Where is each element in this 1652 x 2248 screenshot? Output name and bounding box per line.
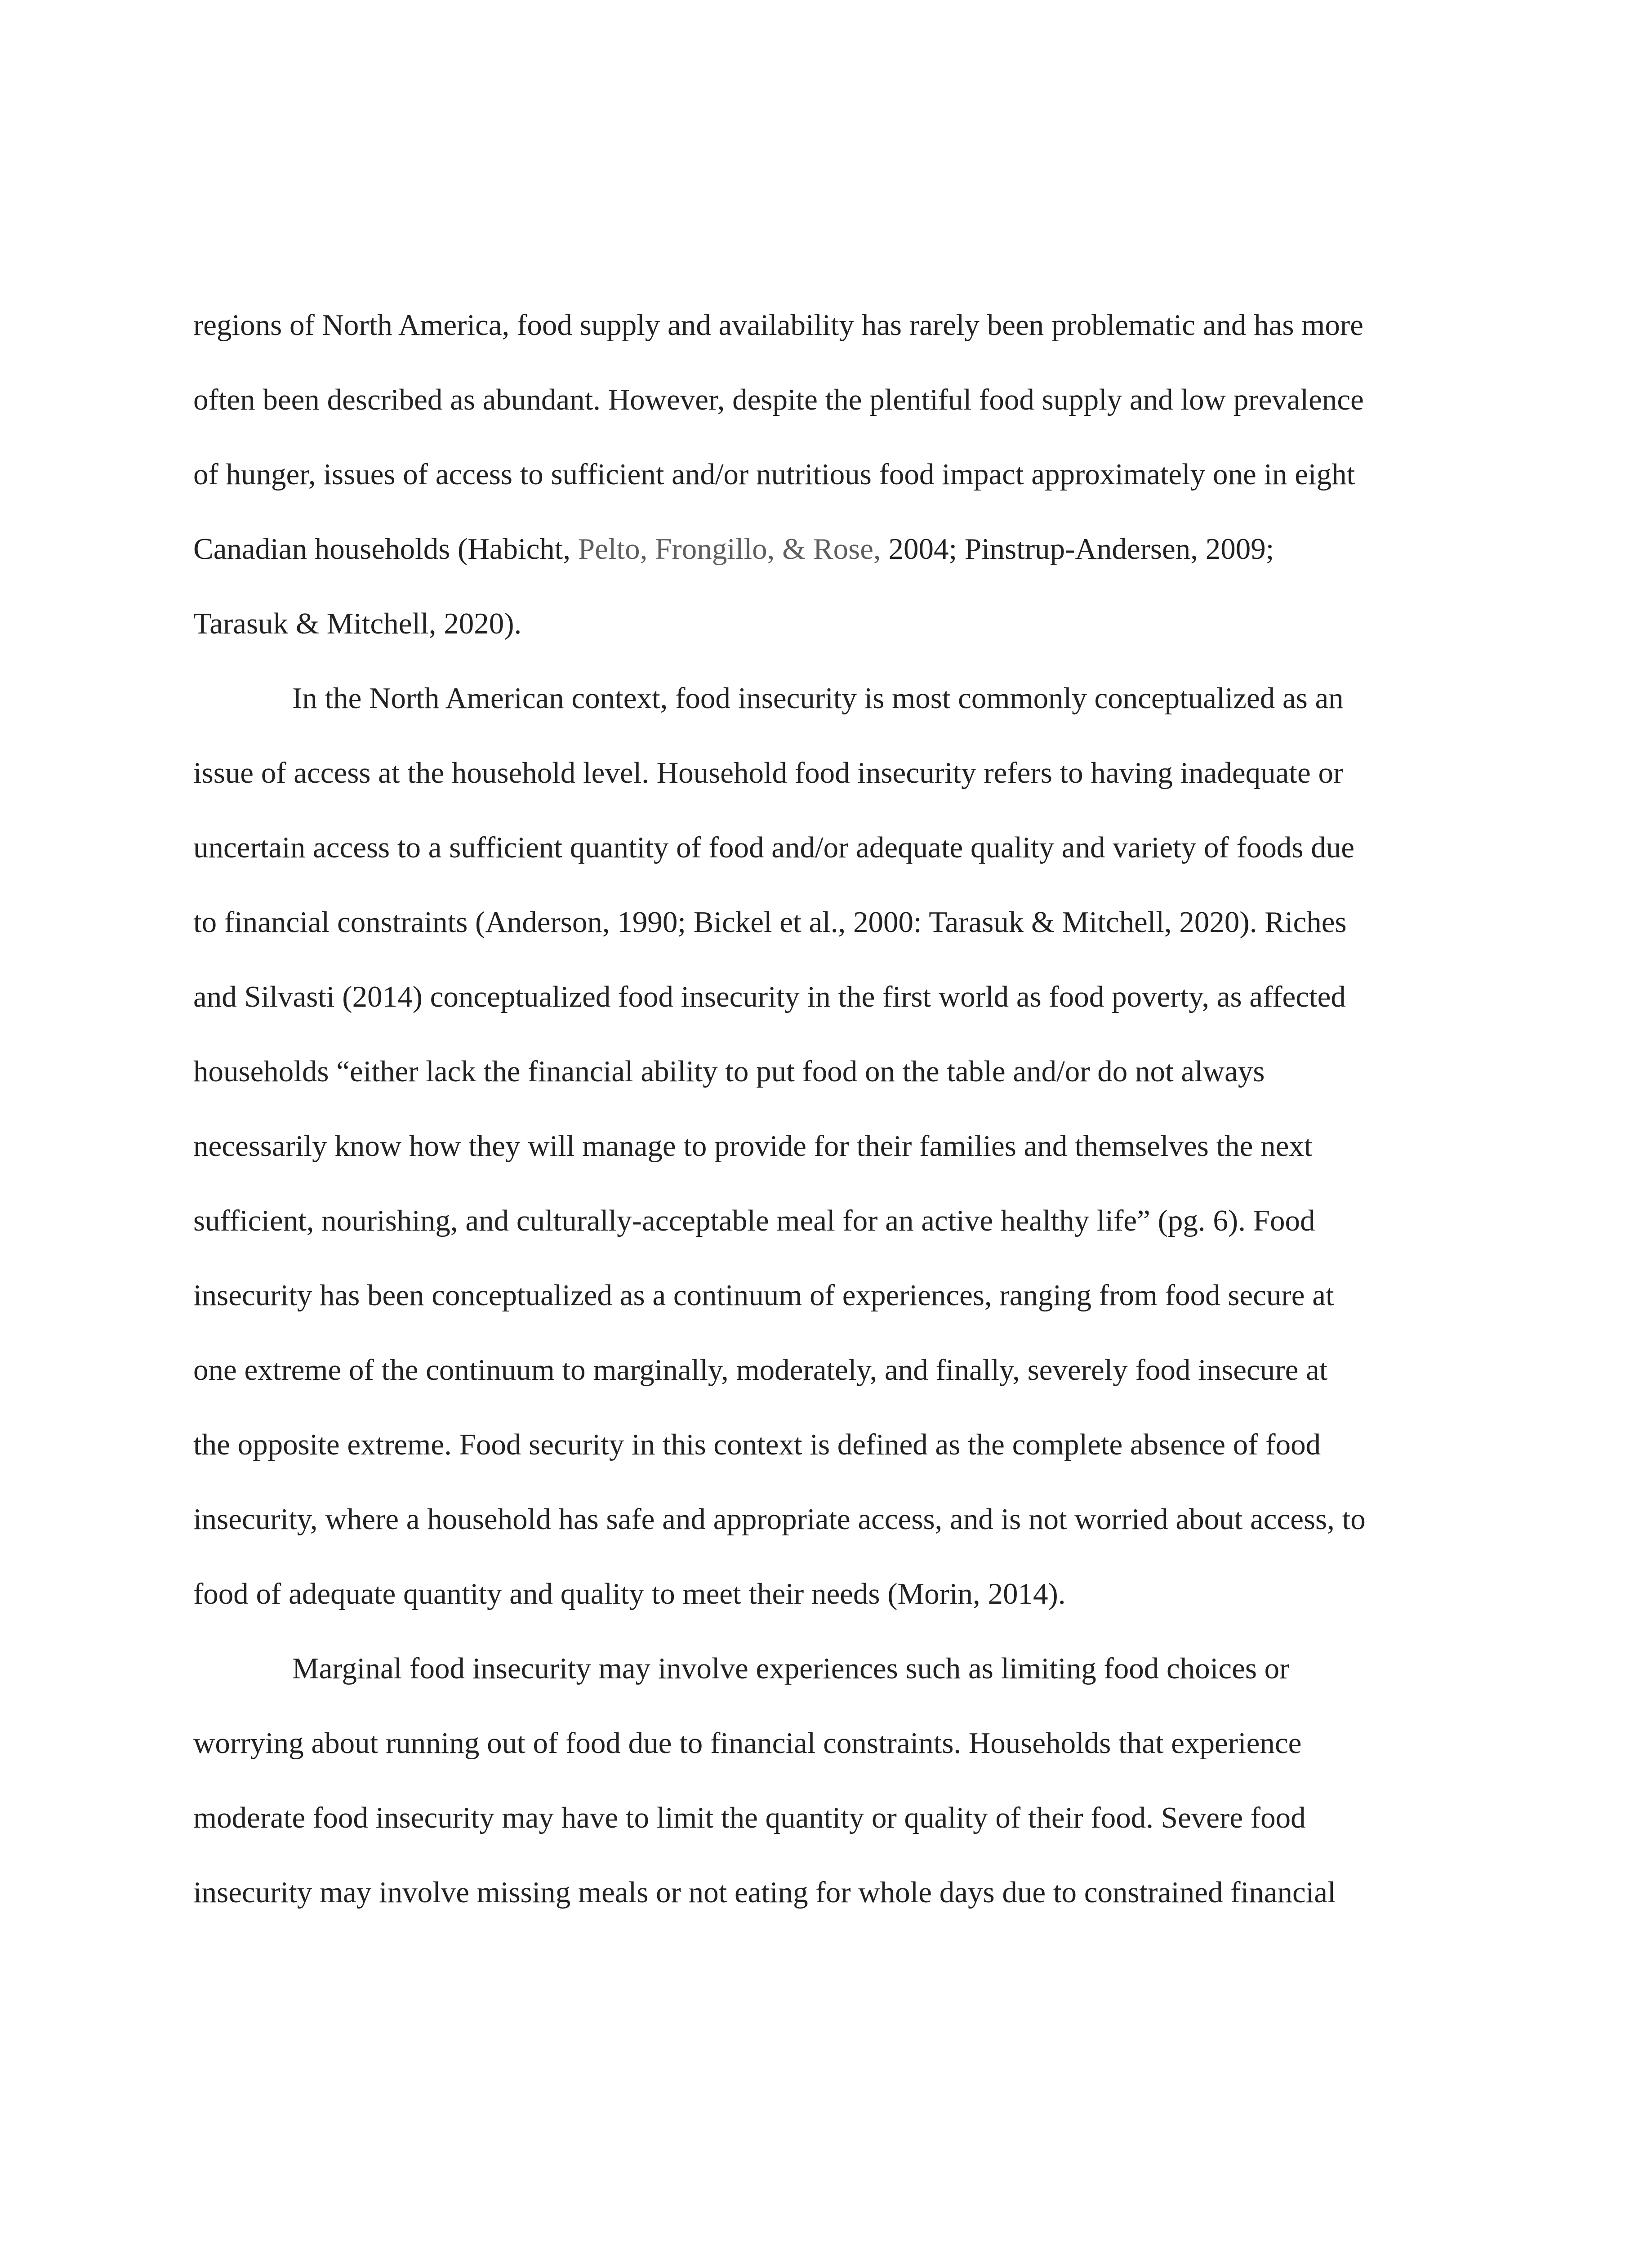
- text-line: issue of access at the household level. Household food insecurity refers to having inadequate or: [193, 756, 1344, 789]
- text-line-with-citation: [193, 512, 1470, 586]
- citation-authors: Pelto, Frongillo, & Rose,: [578, 532, 881, 566]
- body-text: [193, 288, 1470, 1930]
- text-line: regions of North America, food supply and availability has rarely been problematic and has more: [193, 308, 1363, 342]
- text-line: sufficient, nourishing, and culturally-acceptable meal for an active healthy life” (pg. 6). Food: [193, 1204, 1315, 1237]
- text-line: moderate food insecurity may have to limit the quantity or quality of their food. Severe food: [193, 1801, 1306, 1834]
- paragraph-first-line: In the North American context, food insecurity is most commonly conceptualized as an: [292, 682, 1344, 715]
- text-line: Tarasuk & Mitchell, 2020).: [193, 607, 522, 640]
- text-line: households “either lack the financial ability to put food on the table and/or do not always: [193, 1055, 1265, 1088]
- text-segment: Canadian households (Habicht,: [193, 532, 578, 566]
- text-line: one extreme of the continuum to marginally, moderately, and finally, severely food insecure at: [193, 1353, 1328, 1387]
- text-line: insecurity has been conceptualized as a continuum of experiences, ranging from food secure at: [193, 1279, 1334, 1312]
- text-line: food of adequate quantity and quality to meet their needs (Morin, 2014).: [193, 1577, 1066, 1610]
- text-line: of hunger, issues of access to sufficient and/or nutritious food impact approximately one in eight: [193, 458, 1355, 491]
- paragraph-first-line: Marginal food insecurity may involve experiences such as limiting food choices or: [292, 1652, 1290, 1685]
- text-line: worrying about running out of food due to financial constraints. Households that experience: [193, 1726, 1302, 1760]
- text-segment: 2004; Pinstrup-Andersen, 2009;: [881, 532, 1274, 566]
- text-line: necessarily know how they will manage to provide for their families and themselves the next: [193, 1129, 1313, 1163]
- text-line: to financial constraints (Anderson, 1990; Bickel et al., 2000: Tarasuk & Mitchell, 2020). Riches: [193, 905, 1347, 939]
- text-line: and Silvasti (2014) conceptualized food insecurity in the first world as food poverty, as affected: [193, 980, 1346, 1013]
- text-line: insecurity may involve missing meals or not eating for whole days due to constrained financial: [193, 1876, 1336, 1909]
- text-line: uncertain access to a sufficient quantity of food and/or adequate quality and variety of foods due: [193, 831, 1354, 864]
- text-line: often been described as abundant. However, despite the plentiful food supply and low prevalence: [193, 383, 1364, 416]
- text-line: insecurity, where a household has safe and appropriate access, and is not worried about access, to: [193, 1503, 1366, 1536]
- text-line: the opposite extreme. Food security in this context is defined as the complete absence of food: [193, 1428, 1321, 1461]
